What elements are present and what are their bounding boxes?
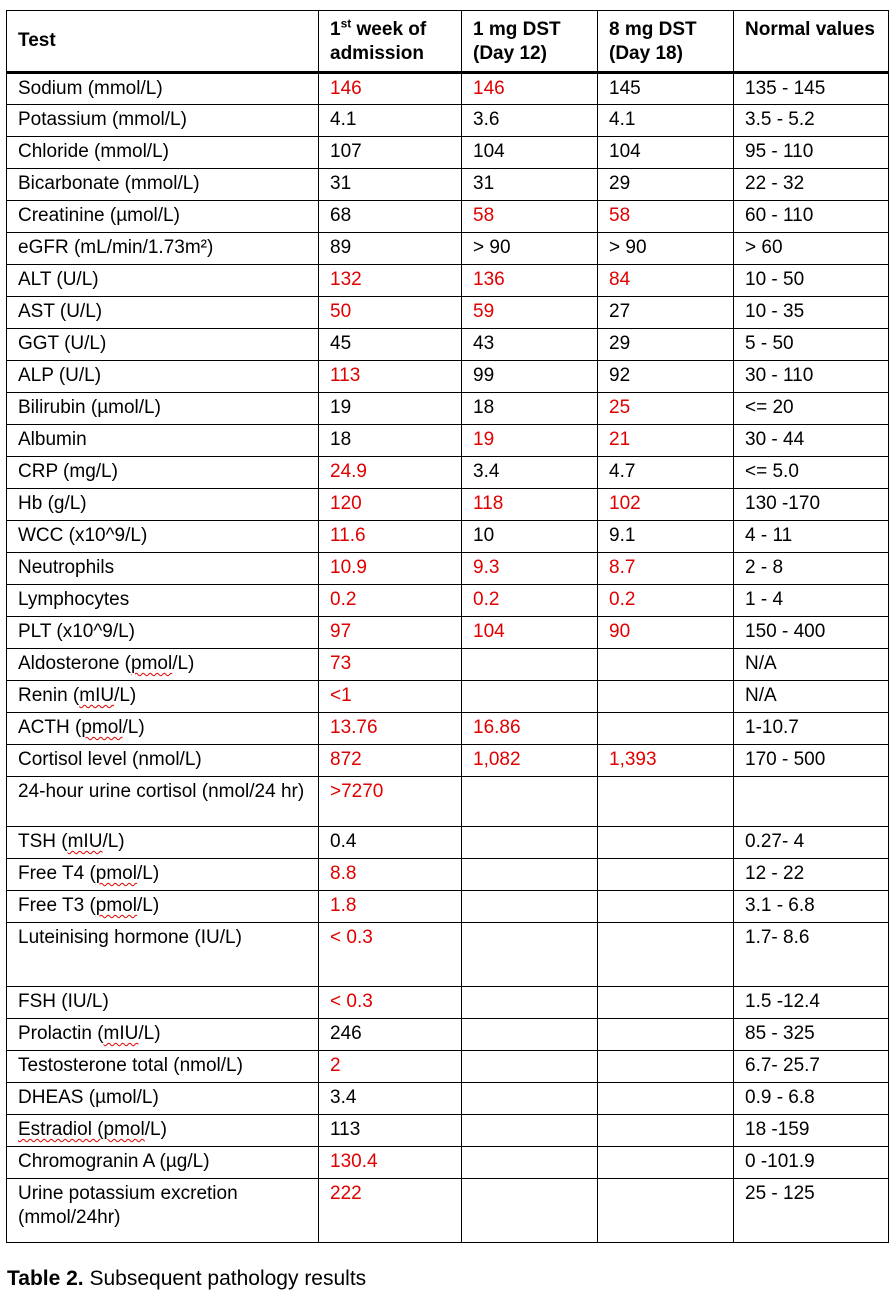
day18-value-cell: 29	[598, 329, 734, 361]
table-row	[7, 827, 889, 859]
normal-range-cell: 2 - 8	[734, 553, 889, 585]
normal-range-cell: 22 - 32	[734, 169, 889, 201]
week1-value-cell: 8.8	[319, 859, 462, 891]
table-row	[7, 457, 889, 489]
normal-range-cell: 150 - 400	[734, 617, 889, 649]
week1-value-cell: 45	[319, 329, 462, 361]
day12-value-cell	[462, 827, 598, 859]
normal-range-cell: 5 - 50	[734, 329, 889, 361]
day12-value-cell	[462, 1051, 598, 1083]
week1-value-cell: 19	[319, 393, 462, 425]
table-row	[7, 201, 889, 233]
day12-value-cell: 136	[462, 265, 598, 297]
header-normal-values: Normal values	[734, 11, 889, 73]
test-name-cell: Hb (g/L)	[7, 489, 319, 521]
table-row	[7, 585, 889, 617]
test-name-part: /L)	[114, 685, 137, 706]
normal-range-cell: 95 - 110	[734, 137, 889, 169]
test-name-flagged-word: pmol	[95, 895, 137, 916]
normal-range-cell: N/A	[734, 681, 889, 713]
test-name-cell	[7, 681, 319, 713]
day12-value-cell: 18	[462, 393, 598, 425]
week1-value-cell: 31	[319, 169, 462, 201]
header-first-week-text: week of admission	[330, 19, 427, 64]
day12-value-cell	[462, 777, 598, 827]
test-name-cell: PLT (x10^9/L)	[7, 617, 319, 649]
normal-range-cell: 10 - 35	[734, 297, 889, 329]
week1-value-cell: 3.4	[319, 1083, 462, 1115]
week1-value-cell: < 0.3	[319, 987, 462, 1019]
test-name-flagged-word: pmol	[131, 653, 173, 674]
test-name-part: /L)	[144, 1119, 167, 1140]
test-name-cell	[7, 859, 319, 891]
test-name-part: /L)	[122, 717, 145, 738]
day18-value-cell: 4.7	[598, 457, 734, 489]
test-name-cell: Luteinising hormone (IU/L)	[7, 923, 319, 987]
day12-value-cell	[462, 1115, 598, 1147]
test-name-part: Free T4 (	[18, 863, 96, 884]
table-row	[7, 425, 889, 457]
table-row	[7, 891, 889, 923]
day18-value-cell	[598, 891, 734, 923]
test-name-cell	[7, 1019, 319, 1051]
week1-value-cell: 130.4	[319, 1147, 462, 1179]
week1-value-cell: <1	[319, 681, 462, 713]
day18-value-cell	[598, 859, 734, 891]
header-first-week-number: 1	[330, 19, 341, 40]
table-caption	[7, 1266, 366, 1292]
day12-value-cell: 118	[462, 489, 598, 521]
week1-value-cell: 68	[319, 201, 462, 233]
day18-value-cell: 25	[598, 393, 734, 425]
test-name-flagged-word: mIU	[79, 685, 115, 706]
week1-value-cell: 10.9	[319, 553, 462, 585]
test-name-cell: Potassium (mmol/L)	[7, 105, 319, 137]
day18-value-cell: 92	[598, 361, 734, 393]
day12-value-cell: 31	[462, 169, 598, 201]
header-8mg-dst: 8 mg DST (Day 18)	[598, 11, 734, 73]
test-name-cell: Neutrophils	[7, 553, 319, 585]
normal-range-cell: > 60	[734, 233, 889, 265]
day12-value-cell: 1,082	[462, 745, 598, 777]
test-name-flagged-word: pmol	[95, 863, 137, 884]
normal-range-cell: 135 - 145	[734, 73, 889, 105]
test-name-cell: Bilirubin (µmol/L)	[7, 393, 319, 425]
week1-value-cell: 113	[319, 361, 462, 393]
test-name-cell: DHEAS (µmol/L)	[7, 1083, 319, 1115]
table-row	[7, 1115, 889, 1147]
day12-value-cell: 58	[462, 201, 598, 233]
test-name-cell	[7, 713, 319, 745]
normal-range-cell: 25 - 125	[734, 1179, 889, 1243]
day12-value-cell: 9.3	[462, 553, 598, 585]
day18-value-cell: 1,393	[598, 745, 734, 777]
day18-value-cell: 27	[598, 297, 734, 329]
normal-range-cell: 1.5 -12.4	[734, 987, 889, 1019]
day12-value-cell: 3.4	[462, 457, 598, 489]
day18-value-cell: 104	[598, 137, 734, 169]
table-row	[7, 105, 889, 137]
table-row	[7, 859, 889, 891]
test-name-cell: ALT (U/L)	[7, 265, 319, 297]
day12-value-cell: > 90	[462, 233, 598, 265]
test-name-cell: GGT (U/L)	[7, 329, 319, 361]
test-name-part: Renin (	[18, 685, 80, 706]
normal-range-cell: 1 - 4	[734, 585, 889, 617]
table-caption-label: Table 2.	[7, 1267, 84, 1290]
day12-value-cell: 10	[462, 521, 598, 553]
table-row	[7, 745, 889, 777]
table-row	[7, 521, 889, 553]
normal-range-cell: 30 - 110	[734, 361, 889, 393]
test-name-part: /L)	[136, 863, 160, 884]
test-name-cell: Chromogranin A (µg/L)	[7, 1147, 319, 1179]
day18-value-cell	[598, 923, 734, 987]
test-name-cell	[7, 891, 319, 923]
table-row	[7, 553, 889, 585]
day18-value-cell: 4.1	[598, 105, 734, 137]
normal-range-cell: <= 20	[734, 393, 889, 425]
test-name-cell: 24-hour urine cortisol (nmol/24 hr)	[7, 777, 319, 827]
normal-range-cell: 0.9 - 6.8	[734, 1083, 889, 1115]
week1-value-cell: 1.8	[319, 891, 462, 923]
day18-value-cell: 84	[598, 265, 734, 297]
test-name-cell: AST (U/L)	[7, 297, 319, 329]
week1-value-cell: 18	[319, 425, 462, 457]
test-name-cell: Sodium (mmol/L)	[7, 73, 319, 105]
test-name-cell: Cortisol level (nmol/L)	[7, 745, 319, 777]
week1-value-cell: 146	[319, 73, 462, 105]
pathology-results-table	[6, 10, 889, 1243]
test-name-part: ACTH (	[18, 717, 82, 738]
week1-value-cell: 0.4	[319, 827, 462, 859]
test-name-part: /L)	[136, 895, 160, 916]
test-name-cell: Creatinine (µmol/L)	[7, 201, 319, 233]
day12-value-cell	[462, 1179, 598, 1243]
test-name-cell: Urine potassium excretion (mmol/24hr)	[7, 1179, 319, 1243]
day18-value-cell	[598, 1019, 734, 1051]
day18-value-cell: 145	[598, 73, 734, 105]
table-row	[7, 1019, 889, 1051]
test-name-cell: Testosterone total (nmol/L)	[7, 1051, 319, 1083]
week1-value-cell: 73	[319, 649, 462, 681]
normal-range-cell	[734, 777, 889, 827]
table-row	[7, 649, 889, 681]
test-name-part: TSH (	[18, 831, 68, 852]
day12-value-cell: 104	[462, 137, 598, 169]
day18-value-cell	[598, 987, 734, 1019]
normal-range-cell: <= 5.0	[734, 457, 889, 489]
day12-value-cell	[462, 891, 598, 923]
week1-value-cell: 4.1	[319, 105, 462, 137]
week1-value-cell: 132	[319, 265, 462, 297]
week1-value-cell: 24.9	[319, 457, 462, 489]
day12-value-cell	[462, 987, 598, 1019]
test-name-cell: eGFR (mL/min/1.73m²)	[7, 233, 319, 265]
table-row	[7, 169, 889, 201]
day12-value-cell: 16.86	[462, 713, 598, 745]
test-name-cell	[7, 1115, 319, 1147]
day12-value-cell	[462, 923, 598, 987]
normal-range-cell: 1.7- 8.6	[734, 923, 889, 987]
day12-value-cell	[462, 681, 598, 713]
week1-value-cell: 97	[319, 617, 462, 649]
table-row	[7, 1147, 889, 1179]
table-row	[7, 73, 889, 105]
test-name-cell: ALP (U/L)	[7, 361, 319, 393]
day18-value-cell	[598, 1179, 734, 1243]
normal-range-cell: 18 -159	[734, 1115, 889, 1147]
day12-value-cell: 0.2	[462, 585, 598, 617]
day12-value-cell	[462, 859, 598, 891]
table-row	[7, 1179, 889, 1243]
table-row	[7, 617, 889, 649]
day18-value-cell: 8.7	[598, 553, 734, 585]
day18-value-cell: 21	[598, 425, 734, 457]
day12-value-cell: 3.6	[462, 105, 598, 137]
table-row	[7, 681, 889, 713]
normal-range-cell: 3.1 - 6.8	[734, 891, 889, 923]
table-row	[7, 297, 889, 329]
table-row	[7, 233, 889, 265]
week1-value-cell: 246	[319, 1019, 462, 1051]
week1-value-cell: 107	[319, 137, 462, 169]
test-name-flagged-word: pmol	[81, 717, 123, 738]
day12-value-cell: 19	[462, 425, 598, 457]
day18-value-cell: 0.2	[598, 585, 734, 617]
day18-value-cell: 90	[598, 617, 734, 649]
normal-range-cell: 170 - 500	[734, 745, 889, 777]
day18-value-cell: 102	[598, 489, 734, 521]
test-name-cell	[7, 827, 319, 859]
header-first-week-ordinal: st	[340, 16, 352, 31]
week1-value-cell: 11.6	[319, 521, 462, 553]
day12-value-cell: 43	[462, 329, 598, 361]
day18-value-cell	[598, 649, 734, 681]
table-row	[7, 923, 889, 987]
test-name-flagged-word: Estradiol (pmol	[18, 1119, 145, 1140]
normal-range-cell: 130 -170	[734, 489, 889, 521]
day12-value-cell: 59	[462, 297, 598, 329]
test-name-part: /L)	[102, 831, 125, 852]
day12-value-cell	[462, 1147, 598, 1179]
day12-value-cell	[462, 649, 598, 681]
day18-value-cell: 58	[598, 201, 734, 233]
test-name-cell: Chloride (mmol/L)	[7, 137, 319, 169]
table-row	[7, 137, 889, 169]
normal-range-cell: 0.27- 4	[734, 827, 889, 859]
day12-value-cell	[462, 1019, 598, 1051]
test-name-part: /L)	[138, 1023, 161, 1044]
week1-value-cell: 2	[319, 1051, 462, 1083]
normal-range-cell: 30 - 44	[734, 425, 889, 457]
test-name-flagged-word: mIU	[67, 831, 103, 852]
table-row	[7, 329, 889, 361]
normal-range-cell: 1-10.7	[734, 713, 889, 745]
day12-value-cell: 104	[462, 617, 598, 649]
week1-value-cell: 872	[319, 745, 462, 777]
day18-value-cell	[598, 713, 734, 745]
day18-value-cell: 9.1	[598, 521, 734, 553]
week1-value-cell: 50	[319, 297, 462, 329]
test-name-flagged-word: mIU	[103, 1023, 139, 1044]
week1-value-cell: 89	[319, 233, 462, 265]
day18-value-cell	[598, 1115, 734, 1147]
normal-range-cell: 60 - 110	[734, 201, 889, 233]
table-row	[7, 713, 889, 745]
header-1mg-dst: 1 mg DST (Day 12)	[462, 11, 598, 73]
test-name-cell: WCC (x10^9/L)	[7, 521, 319, 553]
table-row	[7, 987, 889, 1019]
week1-value-cell: 120	[319, 489, 462, 521]
day18-value-cell	[598, 1051, 734, 1083]
normal-range-cell: 6.7- 25.7	[734, 1051, 889, 1083]
test-name-cell: Albumin	[7, 425, 319, 457]
test-name-part: Free T3 (	[18, 895, 96, 916]
normal-range-cell: 0 -101.9	[734, 1147, 889, 1179]
test-name-cell: Bicarbonate (mmol/L)	[7, 169, 319, 201]
table-row	[7, 489, 889, 521]
day18-value-cell	[598, 1147, 734, 1179]
week1-value-cell: >7270	[319, 777, 462, 827]
table-row	[7, 1083, 889, 1115]
table-row	[7, 265, 889, 297]
week1-value-cell: 0.2	[319, 585, 462, 617]
normal-range-cell: 3.5 - 5.2	[734, 105, 889, 137]
normal-range-cell: 4 - 11	[734, 521, 889, 553]
header-row	[7, 11, 889, 73]
header-first-week	[319, 11, 462, 73]
normal-range-cell: N/A	[734, 649, 889, 681]
day18-value-cell	[598, 1083, 734, 1115]
week1-value-cell: < 0.3	[319, 923, 462, 987]
normal-range-cell: 10 - 50	[734, 265, 889, 297]
day18-value-cell: > 90	[598, 233, 734, 265]
table-row	[7, 393, 889, 425]
header-test: Test	[7, 11, 319, 73]
test-name-part: /L)	[172, 653, 195, 674]
day18-value-cell: 29	[598, 169, 734, 201]
day12-value-cell: 146	[462, 73, 598, 105]
test-name-cell	[7, 649, 319, 681]
week1-value-cell: 113	[319, 1115, 462, 1147]
week1-value-cell: 13.76	[319, 713, 462, 745]
day12-value-cell: 99	[462, 361, 598, 393]
day18-value-cell	[598, 827, 734, 859]
table-row	[7, 1051, 889, 1083]
table-row	[7, 361, 889, 393]
day12-value-cell	[462, 1083, 598, 1115]
test-name-part: Aldosterone (	[18, 653, 132, 674]
test-name-part: Prolactin (	[18, 1023, 104, 1044]
week1-value-cell: 222	[319, 1179, 462, 1243]
table-row	[7, 777, 889, 827]
test-name-cell: Lymphocytes	[7, 585, 319, 617]
day18-value-cell	[598, 681, 734, 713]
normal-range-cell: 85 - 325	[734, 1019, 889, 1051]
test-name-cell: FSH (IU/L)	[7, 987, 319, 1019]
test-name-cell: CRP (mg/L)	[7, 457, 319, 489]
table-caption-text: Subsequent pathology results	[83, 1267, 367, 1290]
day18-value-cell	[598, 777, 734, 827]
normal-range-cell: 12 - 22	[734, 859, 889, 891]
